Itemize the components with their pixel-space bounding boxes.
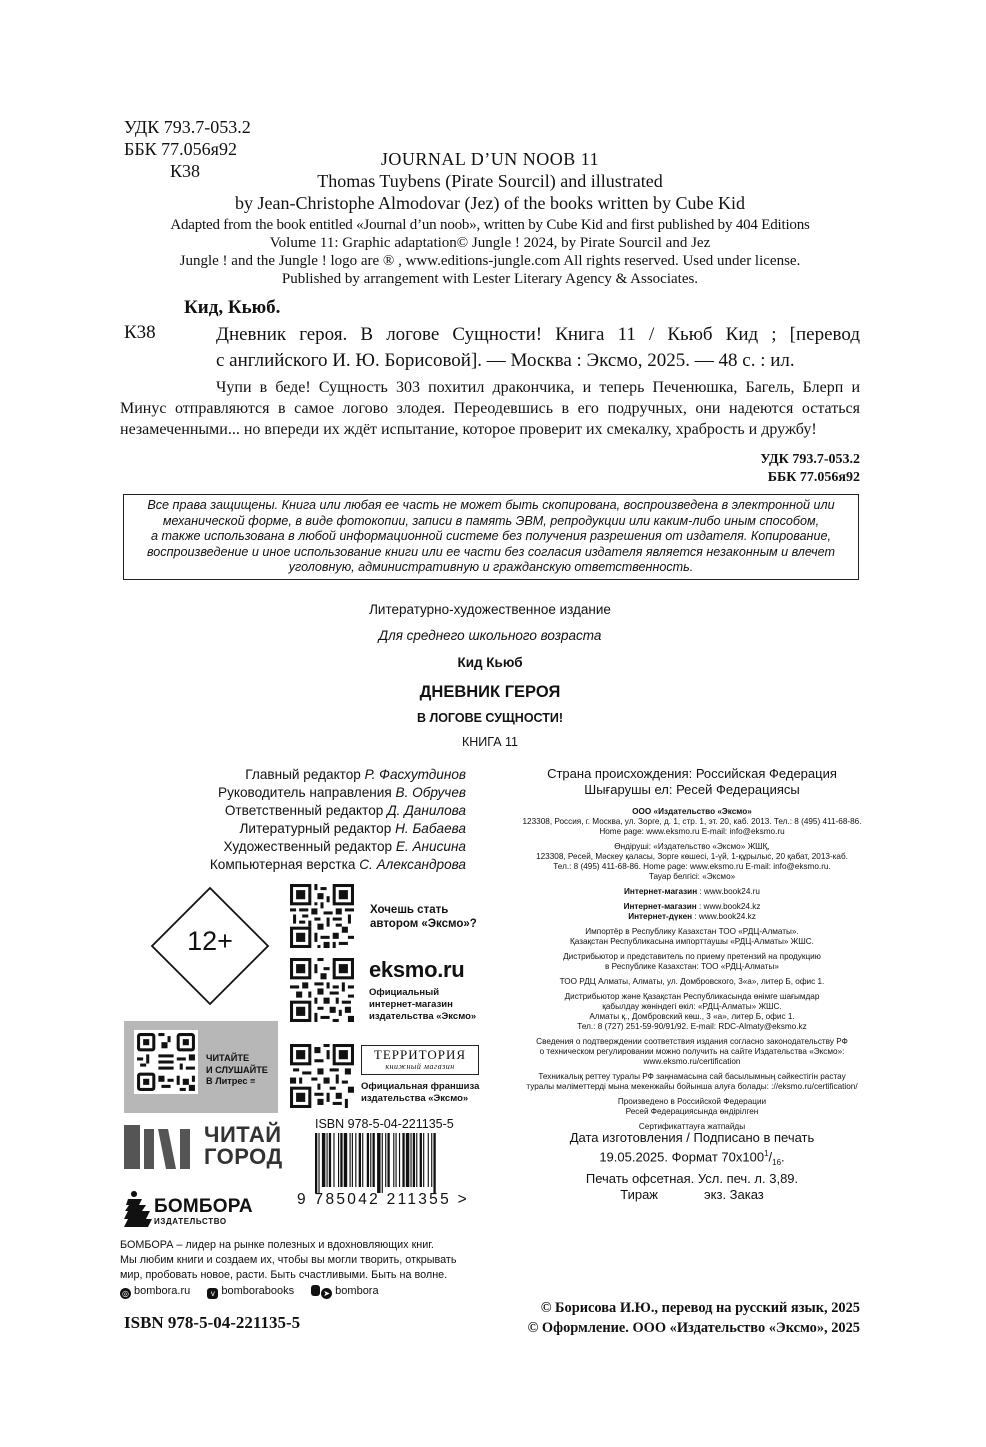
barcode-bar	[402, 1133, 404, 1187]
certification-info: о техническом регулировании можно получить на сайте Издательства «Эксмо»:	[539, 1047, 845, 1056]
book-subtitle: В ЛОГОВЕ СУЩНОСТИ!	[416, 711, 564, 725]
made-in-kz: Ресей Федерациясында өндірілген	[625, 1107, 759, 1116]
barcode-bar	[416, 1133, 417, 1187]
barcode-bar	[431, 1133, 432, 1187]
editor-name: Д. Данилова	[387, 803, 466, 818]
copyrights	[520, 1298, 860, 1338]
editor-row	[118, 802, 466, 820]
rights-line: механической форме, в виде фотокопии, записи в память ЭВМ, репродукции или каким-либо иным способом,	[162, 513, 820, 528]
origin-kz: Шығарушы ел: Ресей Федерациясы	[584, 782, 800, 797]
copyright-translation: © Борисова И.Ю., перевод на русский язык, 2025	[540, 1300, 860, 1316]
made-in: Произведено в Российской Федерации	[617, 1097, 767, 1106]
print-info	[500, 1130, 884, 1203]
eksmo-store-label: Официальный интернет-магазин издательства «Эксмо»	[369, 987, 477, 1022]
globe-icon: ◎	[120, 1288, 131, 1299]
isbn: ISBN 978-5-04-221135-5	[124, 1313, 301, 1332]
eksmo-site-link[interactable]: eksmo.ru	[369, 957, 465, 982]
barcode-bar	[318, 1133, 319, 1193]
barcode-bar	[315, 1133, 317, 1193]
bombora-logo-icon	[124, 1189, 152, 1229]
author-sign-record: К38	[124, 322, 156, 343]
rights-line: а также использована в любой информационной системе без получения разрешения от издателя. Копирование,	[151, 529, 831, 544]
print-date-label: Дата изготовления / Подписано в печать	[569, 1130, 815, 1145]
barcode-bar	[362, 1133, 363, 1187]
record-classification	[620, 451, 860, 487]
book-number: КНИГА 11	[461, 735, 518, 749]
credit-line: Published by arrangement with Lester Literary Agency & Associates.	[281, 271, 699, 287]
barcode-bar	[399, 1133, 400, 1187]
publisher-contacts: Home page: www.eksmo.ru E-mail: info@eksmo.ru	[599, 827, 785, 836]
copyright-design: © Оформление. ООО «Издательство «Эксмо», 2025	[527, 1320, 860, 1336]
bombora-vk-link[interactable]: v bomborabooks	[207, 1285, 294, 1299]
bombora-description: БОМБОРА – лидер на рынке полезных и вдохновляющих книг. Мы любим книги и создаем их, чтобы вы могли творить, открывать мир, пробовать новое, расти. Быть счастливыми. Быть на волне.	[120, 1239, 457, 1281]
distributor: Дистрибьютор и представитель по приему претензий на продукцию	[563, 952, 821, 961]
country-of-origin	[500, 766, 884, 798]
editor-row	[118, 766, 466, 784]
record-line: Дневник героя. В логове Сущности! Книга 11 / Кьюб Кид ; [перевод	[216, 324, 860, 345]
editor-name: С. Александрова	[359, 857, 466, 872]
barcode-bar	[428, 1133, 429, 1187]
barcode-icon	[313, 1133, 481, 1193]
origin-ru: Страна происхождения: Российская Федерация	[547, 766, 837, 781]
chitai-gorod-logo-icon	[124, 1125, 200, 1169]
credit-line: Volume 11: Graphic adaptation© Jungle ! 2024, by Pirate Sourcil and Jez	[269, 235, 711, 251]
franchise-label: Официальная франшиза издательства «Эксмо»	[361, 1081, 480, 1104]
online-store-kz-kaz: Интернет-дүкен : www.book24.kz	[628, 912, 756, 921]
barcode-bar	[387, 1133, 389, 1187]
print-format: 19.05.2025. Формат $70х100^1/_{16}$.	[599, 1149, 785, 1167]
editor-role: Главный редактор	[245, 767, 361, 782]
telegram-icon: ➤	[321, 1288, 332, 1299]
barcode-bar	[385, 1133, 386, 1187]
qr-code-litres-icon[interactable]	[134, 1030, 198, 1094]
certification-info: Сведения о подтверждении соответствия издания согласно законодательству РФ	[536, 1037, 848, 1046]
barcode-bar	[433, 1133, 435, 1193]
barcode-bar	[423, 1133, 424, 1187]
editor-row	[118, 820, 466, 838]
editor-role: Руководитель направления	[218, 785, 392, 800]
vk-icon: v	[207, 1288, 218, 1299]
certification-info-kz: туралы мәліметтерді мына мекенжайы бойынша алуға болады: ://eksmo.ru/certification/	[526, 1082, 858, 1091]
qr-code-author-icon[interactable]	[290, 884, 354, 948]
publisher-info	[496, 807, 888, 1132]
importer: Импортёр в Республику Казахстан ТОО «РДЦ-Алматы».	[585, 927, 799, 936]
author-sign: К38	[170, 161, 201, 181]
udk-code: УДК 793.7-053.2	[124, 117, 251, 137]
importer-kz: Қазақстан Республикасына импорттаушы «РДЦ-Алматы» ЖШС.	[570, 937, 814, 946]
udk-code: УДК 793.7-053.2	[760, 452, 860, 467]
barcode-digits: 9 785042 211355 >	[297, 1191, 469, 1208]
chitai-gorod-wordmark: ЧИТАЙ ГОРОД	[204, 1122, 283, 1169]
editor-row	[118, 784, 466, 802]
editor-role: Компьютерная верстка	[209, 857, 356, 872]
series-title: JOURNAL D’UN NOOB 11	[380, 149, 600, 169]
distributor: в Республике Казахстан: ТОО «РДЦ-Алматы»	[605, 962, 779, 971]
bombora-links	[120, 1285, 393, 1299]
age-rating: 12+	[187, 926, 233, 956]
credit-line: Jungle ! and the Jungle ! logo are ® , www.editions-jungle.com All rights reserved. Used under license.	[179, 253, 801, 269]
editor-name: Р. Фасхутдинов	[364, 767, 466, 782]
editor-name: Н. Бабаева	[395, 821, 466, 836]
barcode-bar	[393, 1133, 394, 1187]
rights-line: воспроизведение и иное использование книги или ее части без согласия издателя является незаконным и влечет	[146, 544, 836, 559]
print-type: Печать офсетная. Усл. печ. л. 3,89.	[585, 1170, 799, 1186]
online-store-kz: Интернет-магазин : www.book24.kz	[623, 902, 761, 911]
book-title: ДНЕВНИК ГЕРОЯ	[419, 683, 561, 701]
barcode-bar	[406, 1133, 409, 1187]
barcode-bar	[377, 1133, 380, 1193]
barcode-bar	[359, 1133, 361, 1187]
barcode-bar	[420, 1133, 422, 1187]
barcode-bar	[352, 1133, 353, 1187]
barcode-bar	[373, 1133, 375, 1187]
rights-line: Все права защищены. Книга или любая ее часть не может быть скопирована, воспроизведена в электронной или	[147, 498, 835, 512]
editor-row	[118, 856, 466, 874]
barcode-bar	[340, 1133, 342, 1187]
barcode-bar	[338, 1133, 339, 1187]
publisher-name: ООО «Издательство «Эксмо»	[632, 807, 752, 816]
barcode-bar	[322, 1133, 325, 1187]
record-line: с английского И. Ю. Борисовой]. — Москва : Эксмо, 2025. — 48 с. : ил.	[216, 350, 795, 371]
manufacturer-address-kz: 123308, Ресей, Мәскеу қаласы, Зорге көшесі, 1-үй, 1-құрылыс, 20 қабат, 2013-каб.	[536, 852, 848, 861]
print-run: Тираж экз. Заказ	[620, 1186, 764, 1202]
bbk-code: ББК 77.056я92	[767, 470, 860, 485]
qr-code-eksmo-icon[interactable]	[290, 958, 354, 1022]
foreign-credits	[120, 148, 860, 288]
barcode-bar	[355, 1133, 356, 1187]
bombora-name: БОМБОРА	[154, 1196, 253, 1217]
barcode-bar	[413, 1133, 415, 1187]
territory-logo: ТЕРРИТОРИЯ книжный магазин	[361, 1045, 479, 1075]
bbk-code: ББК 77.056я92	[124, 139, 237, 159]
barcode-bar	[382, 1133, 383, 1193]
barcode-isbn: ISBN 978-5-04-221135-5	[315, 1117, 454, 1131]
credit-line: Adapted from the book entitled «Journal d’un noob», written by Cube Kid and first published by 404 Editions	[170, 217, 810, 233]
editor-name: Е. Анисина	[395, 839, 466, 854]
barcode-bar	[344, 1133, 347, 1187]
become-author-label: Хочешь стать автором «Эксмо»?	[370, 904, 477, 930]
distributor-kz: қабылдау жөніндегі өкіл: «РДЦ-Алматы» ЖШС.	[602, 1002, 782, 1011]
credit-line: Thomas Tuybens (Pirate Sourcil) and illustrated	[317, 171, 663, 191]
genre-label: Литературно-художественное издание	[369, 602, 611, 617]
barcode-bar	[367, 1133, 369, 1187]
certification-info-kz: Техникалық реттеу туралы РФ заңнамасына сай басылымның сәйкестігін растау	[538, 1072, 846, 1081]
rights-line: уголовную, административную и гражданскую ответственность.	[288, 560, 694, 575]
litres-label: ЧИТАЙТЕ И СЛУШАЙТЕ В Литрес ≡	[206, 1053, 268, 1086]
distributor-contacts: Тел.: 8 (727) 251-59-90/91/92. E-mail: RDC-Almaty@eksmo.kz	[577, 1022, 807, 1031]
online-store-ru: Интернет-магазин : www.book24.ru	[624, 887, 760, 896]
audience-label: Для среднего школьного возраста	[378, 628, 602, 643]
rights-notice	[123, 494, 859, 580]
manufacturer-contacts-kz: Тел.: 8 (495) 411-68-86. Home page: www.eksmo.ru E-mail: info@eksmo.ru.	[553, 862, 831, 871]
annotation: Чупи в беде! Сущность 303 похитил дракончика, и теперь Печенюшка, Багель, Блерп и Минус отправляются в самое логово злодея. Переодевшись в его подручных, они надеются остаться незамеченными... но впереди их ждёт испытание, которое проверит их смекалку, храбрость и дружбу!	[120, 379, 860, 438]
publisher-address: 123308, Россия, г. Москва, ул. Зорге, д. 1, стр. 1, эт. 20, каб. 2013. Тел.: 8 (495) 411-68-86.	[522, 817, 862, 826]
barcode-bar	[329, 1133, 331, 1187]
bombora-telegram-link[interactable]: ➤ bombora	[311, 1285, 378, 1299]
bombora-site-link[interactable]: ◎ bombora.ru	[122, 1285, 191, 1298]
barcode-bar	[410, 1133, 411, 1187]
trademark: Тауар белгісі: «Эксмо»	[648, 872, 736, 881]
barcode-bar	[350, 1133, 351, 1187]
manufacturer-kz: Өндіруші: «Издательство «Эксмо» ЖШҚ,	[614, 842, 770, 851]
editor-role: Художественный редактор	[223, 839, 393, 854]
barcode-bar	[327, 1133, 328, 1187]
editors-list	[118, 766, 466, 874]
bibliographic-record	[216, 322, 860, 374]
editor-role: Литературный редактор	[239, 821, 392, 836]
credit-line: by Jean-Christophe Almodovar (Jez) of the books written by Cube Kid	[235, 193, 745, 213]
barcode-bar	[333, 1133, 334, 1187]
editor-row	[118, 838, 466, 856]
no-certification: Сертификаттауға жатпайды	[638, 1122, 746, 1131]
book-author: Кид Кьюб	[457, 655, 523, 670]
editor-role: Ответственный редактор	[224, 803, 384, 818]
distributor-address-kz: Алматы қ., Домбровский көш., 3 «а», литер Б, офис 1.	[589, 1012, 795, 1021]
distributor-address: ТОО РДЦ Алматы, Алматы, ул. Домбровского, 3«а», литер Б, офис 1.	[559, 977, 825, 986]
author-heading: Кид, Кьюб.	[184, 297, 281, 318]
barcode-bar	[370, 1133, 371, 1187]
certification-link: www.eksmo.ru/certification	[643, 1057, 741, 1066]
edition-genre	[120, 597, 860, 649]
qr-code-territory-icon[interactable]	[290, 1044, 354, 1108]
barcode-bar	[396, 1133, 397, 1187]
bombora-subtitle: ИЗДАТЕЛЬСТВО	[154, 1217, 227, 1226]
editor-name: В. Обручев	[395, 785, 466, 800]
distributor-kz: Дистрибьютор және Қазақстан Республикасында өнімге шағымдар	[564, 992, 820, 1001]
social-icon	[311, 1285, 320, 1296]
